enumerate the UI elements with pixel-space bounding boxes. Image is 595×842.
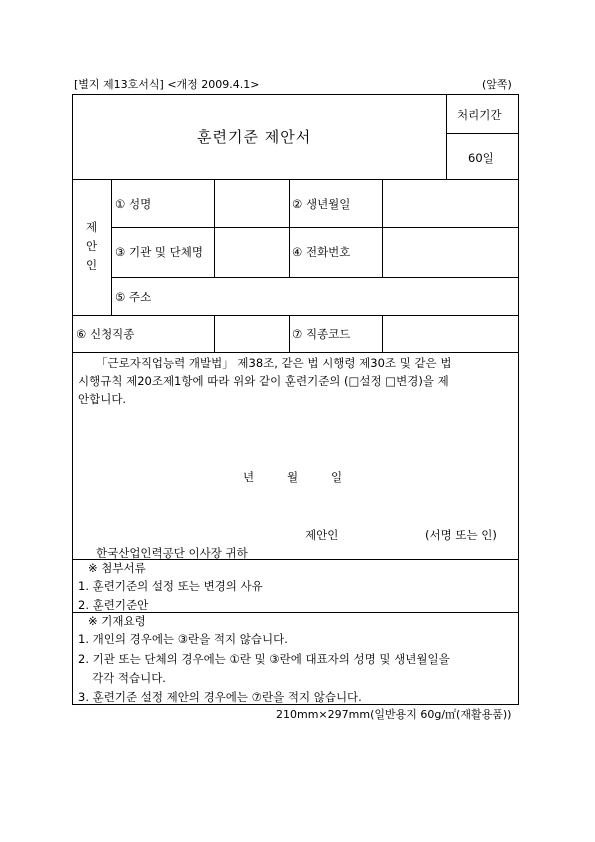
birth-date-label: ② 생년월일	[292, 197, 351, 211]
note-item-1: 1. 개인의 경우에는 ③란을 적지 않습니다.	[78, 632, 288, 646]
note-item-3: 3. 훈련기준 설정 제안의 경우에는 ⑦란을 적지 않습니다.	[78, 690, 362, 704]
paper-spec: 210mm×297mm(일반용지 60g/㎡(재활용품))	[276, 708, 512, 721]
date-day-label: 일	[331, 470, 343, 484]
organization-field[interactable]	[216, 229, 287, 275]
attachment-item-2: 2. 훈련기준안	[78, 598, 149, 612]
proposer-section-label-3: 인	[86, 258, 98, 272]
proposer-section-label-1: 제	[86, 220, 98, 234]
note-item-2-cont: 각각 적습니다.	[92, 671, 166, 685]
signature-label: (서명 또는 인)	[425, 528, 497, 542]
name-label: ① 성명	[115, 197, 152, 211]
addressee: 한국산업인력공단 이사장 귀하	[96, 546, 248, 560]
address-label: ⑤ 주소	[115, 290, 152, 304]
date-year-label: 년	[243, 470, 255, 484]
job-code-label: ⑦ 직종코드	[292, 327, 351, 341]
organization-label: ③ 기관 및 단체명	[115, 245, 203, 259]
requested-job-label: ⑥ 신청직종	[76, 327, 135, 341]
processing-period-label: 처리기간	[457, 108, 502, 122]
proposer-section-label-2: 안	[86, 239, 98, 253]
notes-heading: ※ 기재요령	[88, 614, 146, 628]
proposer-sign-label: 제안인	[305, 528, 339, 542]
phone-field[interactable]	[384, 229, 516, 275]
name-field[interactable]	[216, 181, 287, 225]
job-code-field[interactable]	[384, 317, 516, 350]
requested-job-field[interactable]	[216, 317, 287, 350]
birth-date-field[interactable]	[384, 181, 516, 225]
document-title: 훈련기준 제안서	[197, 128, 312, 146]
form-number: [별지 제13호서식] <개정 2009.4.1>	[74, 78, 260, 91]
date-month-label: 월	[287, 470, 299, 484]
statement-line-1: 「근로자직업능력 개발법」 제38조, 같은 법 시행령 제30조 및 같은 법	[96, 356, 452, 370]
phone-label: ④ 전화번호	[292, 245, 351, 259]
address-field[interactable]	[216, 279, 516, 313]
page-side-label: (앞쪽)	[482, 78, 512, 91]
attachments-heading: ※ 첨부서류	[88, 561, 146, 575]
statement-line-2: 시행규칙 제20조제1항에 따라 위와 같이 훈련기준의 (□설정 □변경)을 제	[78, 374, 449, 388]
statement-line-3: 안합니다.	[78, 392, 127, 406]
attachment-item-1: 1. 훈련기준의 설정 또는 변경의 사유	[78, 579, 263, 593]
processing-period-value: 60일	[468, 151, 494, 165]
note-item-2: 2. 기관 또는 단체의 경우에는 ①란 및 ③란에 대표자의 성명 및 생년월일을	[78, 652, 450, 666]
